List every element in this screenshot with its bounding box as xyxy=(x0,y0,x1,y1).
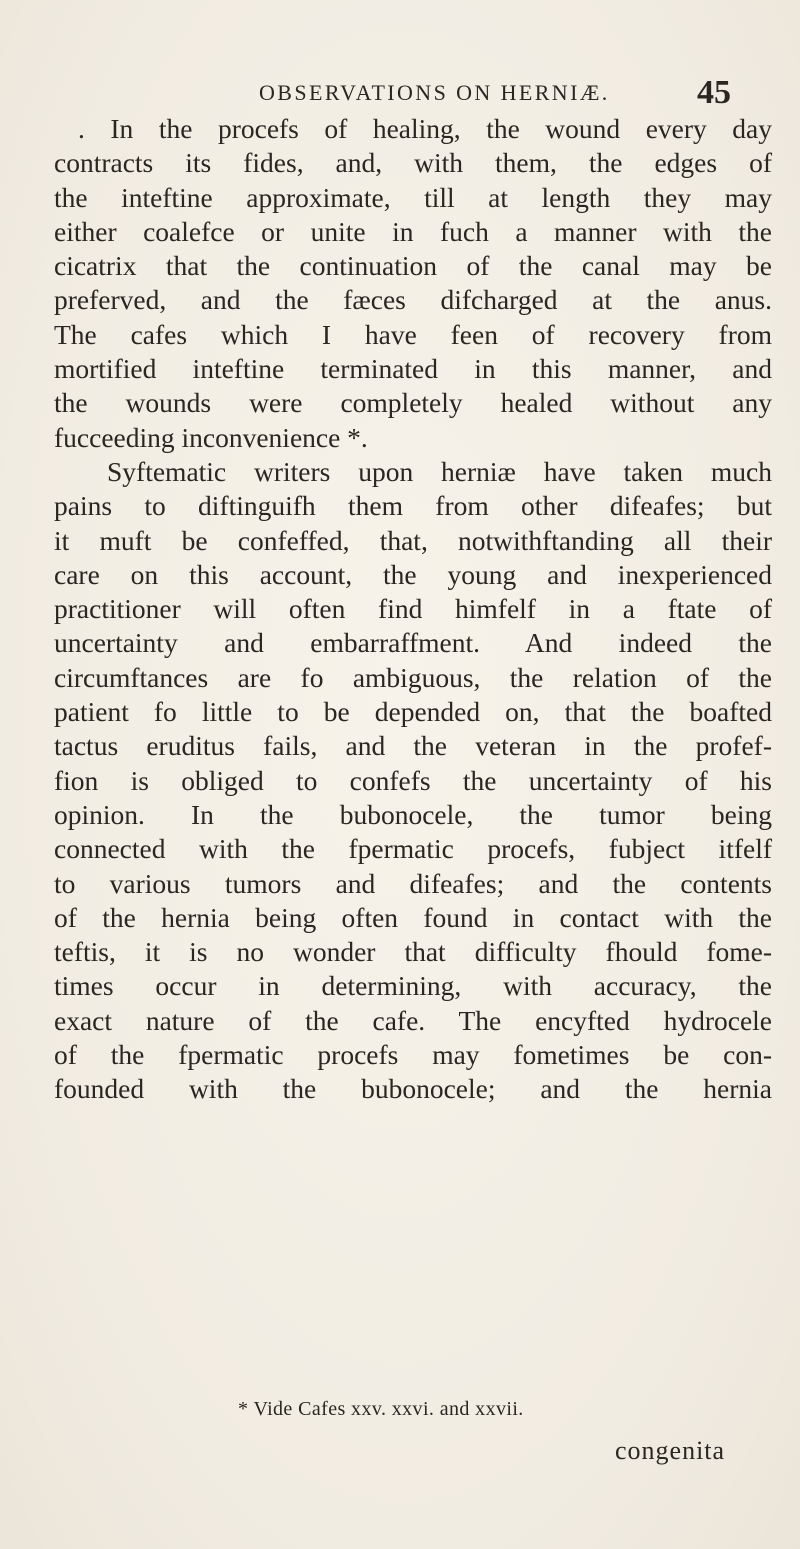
text-line: fucceeding inconvenience *. xyxy=(54,421,368,453)
catchword: congenita xyxy=(615,1436,726,1465)
text-line: care on this account, the young and inexperienced xyxy=(54,558,772,590)
text-line: founded with the bubonocele; and the hernia xyxy=(54,1073,772,1105)
text-line: fion is obliged to confefs the uncertainty of his xyxy=(54,764,772,796)
text-line: pains to diftinguifh them from other difeafes; but xyxy=(54,490,772,522)
text-line: tactus eruditus fails, and the veteran in the profef- xyxy=(54,730,772,762)
text-line: connected with the fpermatic procefs, fubject itfelf xyxy=(54,833,772,865)
text-line: preferved, and the fæces difcharged at the anus. xyxy=(54,284,772,316)
running-head: OBSERVATIONS ON HERNIÆ. xyxy=(259,80,610,105)
text-line: of the hernia being often found in contact with the xyxy=(54,901,772,933)
text-line: exact nature of the cafe. The encyfted hydrocele xyxy=(54,1004,772,1036)
text-line: of the fpermatic procefs may fometimes be con- xyxy=(54,1039,772,1071)
text-line: contracts its fides, and, with them, the edges of xyxy=(54,147,772,179)
text-line: it muft be confeffed, that, notwithftanding all their xyxy=(54,524,772,556)
text-line: either coalefce or unite in fuch a manner with the xyxy=(54,215,772,247)
text-line: to various tumors and difeafes; and the contents xyxy=(54,867,772,899)
text-line: cicatrix that the continuation of the canal may be xyxy=(54,250,772,282)
text-line: mortified inteftine terminated in this manner, and xyxy=(54,353,772,385)
footnote: * Vide Cafes xxv. xxvi. and xxvii. xyxy=(238,1398,524,1420)
body-text xyxy=(54,112,772,1107)
text-line: circumftances are fo ambiguous, the relation of the xyxy=(54,661,772,693)
text-line: times occur in determining, with accuracy, the xyxy=(54,970,772,1002)
text-line: uncertainty and embarraffment. And indeed the xyxy=(54,627,772,659)
text-line: The cafes which I have feen of recovery from xyxy=(54,318,772,350)
text-line: practitioner will often find himfelf in a ftate of xyxy=(54,593,772,625)
text-line: Syftematic writers upon herniæ have taken much xyxy=(107,455,772,487)
text-line: teftis, it is no wonder that difficulty fhould fome- xyxy=(54,936,772,968)
page-number: 45 xyxy=(697,74,731,111)
text-line: the inteftine approximate, till at length they may xyxy=(54,181,772,213)
text-line: . In the procefs of healing, the wound every day xyxy=(78,113,772,144)
text-line: opinion. In the bubonocele, the tumor being xyxy=(54,798,772,830)
text-line: patient fo little to be depended on, that the boafted xyxy=(54,696,772,728)
text-line: the wounds were completely healed without any xyxy=(54,387,772,419)
